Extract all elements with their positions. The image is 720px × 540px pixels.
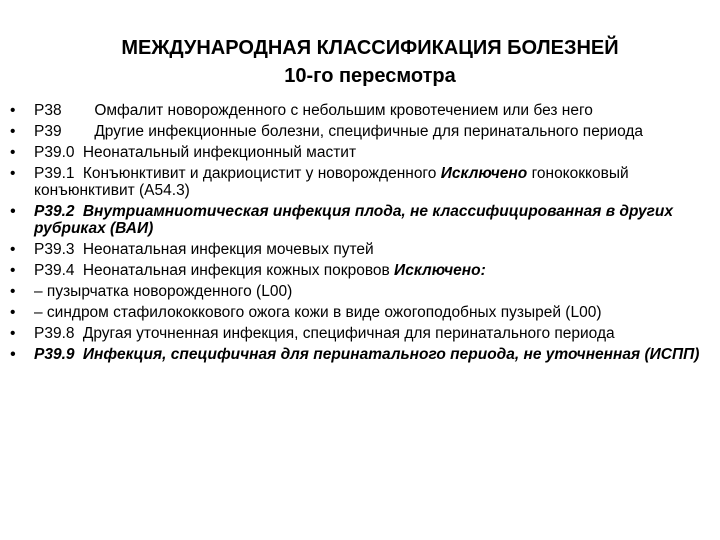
list-item — [6, 325, 712, 342]
item-code: Р39.2 — [34, 203, 75, 220]
bullet-icon: • — [10, 283, 16, 300]
bullet-icon: • — [10, 304, 16, 321]
item-text: Другие инфекционные болезни, специфичные для перинатального периода — [94, 123, 644, 140]
slide-title — [40, 34, 700, 90]
classification-list — [6, 102, 712, 367]
item-text: Неонатальная инфекция мочевых путей — [82, 241, 374, 258]
item-text: Конъюнктивит и дакриоцистит у новорожденного — [82, 165, 441, 182]
bullet-icon: • — [10, 123, 16, 140]
bullet-icon: • — [10, 325, 16, 342]
item-code: Р39.9 — [34, 346, 75, 363]
title-line-2: 10-го пересмотра — [284, 65, 456, 87]
item-exclusion-label: Исключено — [440, 165, 528, 182]
item-code: Р39.4 — [34, 262, 75, 279]
list-item — [6, 262, 712, 279]
list-item — [6, 165, 712, 199]
list-item — [6, 144, 712, 161]
item-text: Неонатальная инфекция кожных покровов — [82, 262, 395, 279]
list-item — [6, 346, 712, 363]
list-item — [6, 203, 712, 237]
item-code: Р39 — [34, 123, 62, 140]
item-code: Р39.1 — [34, 165, 75, 182]
bullet-icon: • — [10, 241, 16, 258]
item-exclusion-label: Исключено: — [394, 262, 486, 279]
bullet-icon: • — [10, 102, 16, 119]
list-item — [6, 304, 712, 321]
item-code: Р39.0 — [34, 144, 75, 161]
list-item — [6, 241, 712, 258]
item-code: Р38 — [34, 102, 62, 119]
item-text: Другая уточненная инфекция, специфичная для перинатального периода — [82, 325, 615, 342]
item-text-tail: гонококковый конъюнктивит (А54.3) — [34, 165, 629, 199]
item-text: Внутриамниотическая инфекция плода, не классифицированная в других рубриках (ВАИ) — [34, 203, 674, 237]
bullet-icon: • — [10, 144, 16, 161]
item-code: Р39.3 — [34, 241, 75, 258]
list-item — [6, 283, 712, 300]
item-text: Омфалит новорожденного с небольшим кровотечением или без него — [94, 102, 593, 119]
bullet-icon: • — [10, 262, 16, 279]
item-code: Р39.8 — [34, 325, 75, 342]
bullet-icon: • — [10, 165, 16, 182]
item-text: – синдром стафилококкового ожога кожи в виде ожогоподобных пузырей (L00) — [34, 304, 602, 321]
title-line-1: МЕЖДУНАРОДНАЯ КЛАССИФИКАЦИЯ БОЛЕЗНЕЙ — [121, 37, 619, 59]
item-text: – пузырчатка новорожденного (L00) — [34, 283, 293, 300]
bullet-icon: • — [10, 346, 16, 363]
bullet-icon: • — [10, 203, 16, 220]
item-text: Инфекция, специфичная для перинатального периода, не уточненная (ИСПП) — [82, 346, 700, 363]
list-item — [6, 102, 712, 119]
item-text: Неонатальный инфекционный мастит — [82, 144, 357, 161]
list-item — [6, 123, 712, 140]
